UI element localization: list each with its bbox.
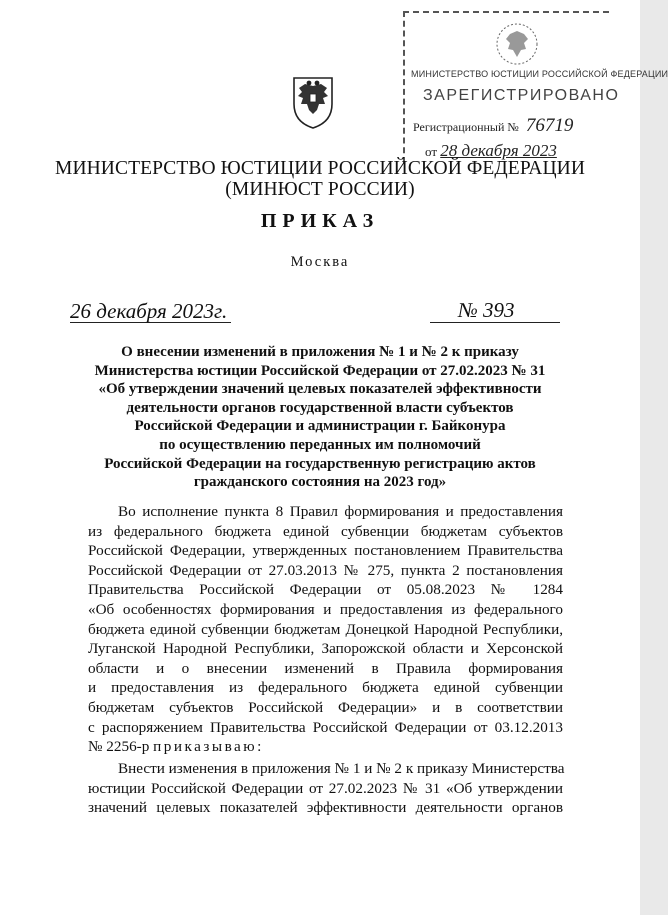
title-line: деятельности органов государственной власти субъектов [126,399,514,416]
title-line: «Об утверждении значений целевых показателей эффективности [98,381,542,398]
title-line: Российской Федерации на государственную регистрацию актов [104,455,536,472]
stamp-reg-label: Регистрационный № [413,120,519,134]
ministry-name-line2: (МИНЮСТ РОССИИ) [225,179,415,200]
stamp-seal-emblem [493,21,541,67]
paragraph-line: и предоставления из федерального бюджета единой субвенции [88,679,563,697]
stamp-date-prefix: от [425,144,438,159]
title-line: Российской Федерации и администрации г. Байконура [134,418,506,435]
order-date: 26 декабря 2023г. [70,300,231,323]
stamp-reg-number-value: 76719 [525,115,574,136]
ministry-name-line1: МИНИСТЕРСТВО ЮСТИЦИИ РОССИЙСКОЙ ФЕДЕРАЦИИ [55,158,585,179]
title-line: Министерства юстиции Российской Федерации от 27.02.2023 № 31 [94,362,546,379]
operative-paragraph [88,759,563,818]
ministry-name [0,158,640,200]
document-type-heading: ПРИКАЗ [260,210,380,232]
paragraph-line: Луганской Народной Республики, Запорожской области и Херсонской [88,640,563,658]
coat-of-arms-emblem [290,74,336,130]
decree-number: № 2256-р [88,738,150,756]
paragraph-line: значений целевых показателей эффективности деятельности органов [88,799,563,817]
stamp-registration-number [413,115,573,137]
order-title [60,343,580,492]
stamp-registered-text: ЗАРЕГИСТРИРОВАНО [423,87,620,104]
title-line: гражданского состояния на 2023 год» [193,474,447,491]
paragraph-line: с распоряжением Правительства Российской Федерации от 03.12.2013 [88,718,563,736]
paragraph-line: бюджета единой субвенции бюджетам Донецкой Народной Республики, [88,620,563,638]
paragraph-line: из федерального бюджета единой субвенции бюджетам субъектов [88,522,563,540]
paragraph-line: Во исполнение пункта 8 Правил формирования и предоставления [118,503,563,520]
paragraph-line: Внести изменения в приложения № 1 и № 2 к приказу Министерства [118,760,565,777]
city-name: Москва [290,254,350,270]
paragraph-line: Российской Федерации от 27.03.2013 № 275, пункта 2 постановления [88,561,563,579]
registration-stamp [403,11,668,163]
preamble-paragraph [88,502,563,757]
stamp-ministry-text: МИНИСТЕРСТВО ЮСТИЦИИ РОССИЙСКОЙ ФЕДЕРАЦИИ [411,69,668,79]
order-number: № 393 [458,298,515,322]
order-verb: приказываю: [153,738,264,756]
order-number-underline [430,322,560,323]
paragraph-line: «Об особенностях формирования и предоставления из федерального [88,600,563,618]
title-line: по осуществлению переданных им полномочий [159,436,481,453]
paragraph-line: области и о внесении изменений в Правила формирования [88,659,563,677]
paragraph-line: Правительства Российской Федерации от 05.08.2023 № 1284 [88,581,563,599]
paragraph-line: юстиции Российской Федерации от 27.02.2023 № 31 «Об утверждении [88,779,563,797]
paragraph-line: Российской Федерации, утвержденных постановлением Правительства [88,542,563,560]
title-line: О внесении изменений в приложения № 1 и № 2 к приказу [121,344,519,360]
paragraph-final-line [88,737,563,757]
paragraph-line: бюджетам субъектов Российской Федерации» и в соответствии [88,698,563,716]
stamp-date-value: 28 декабря 2023 [440,141,557,160]
